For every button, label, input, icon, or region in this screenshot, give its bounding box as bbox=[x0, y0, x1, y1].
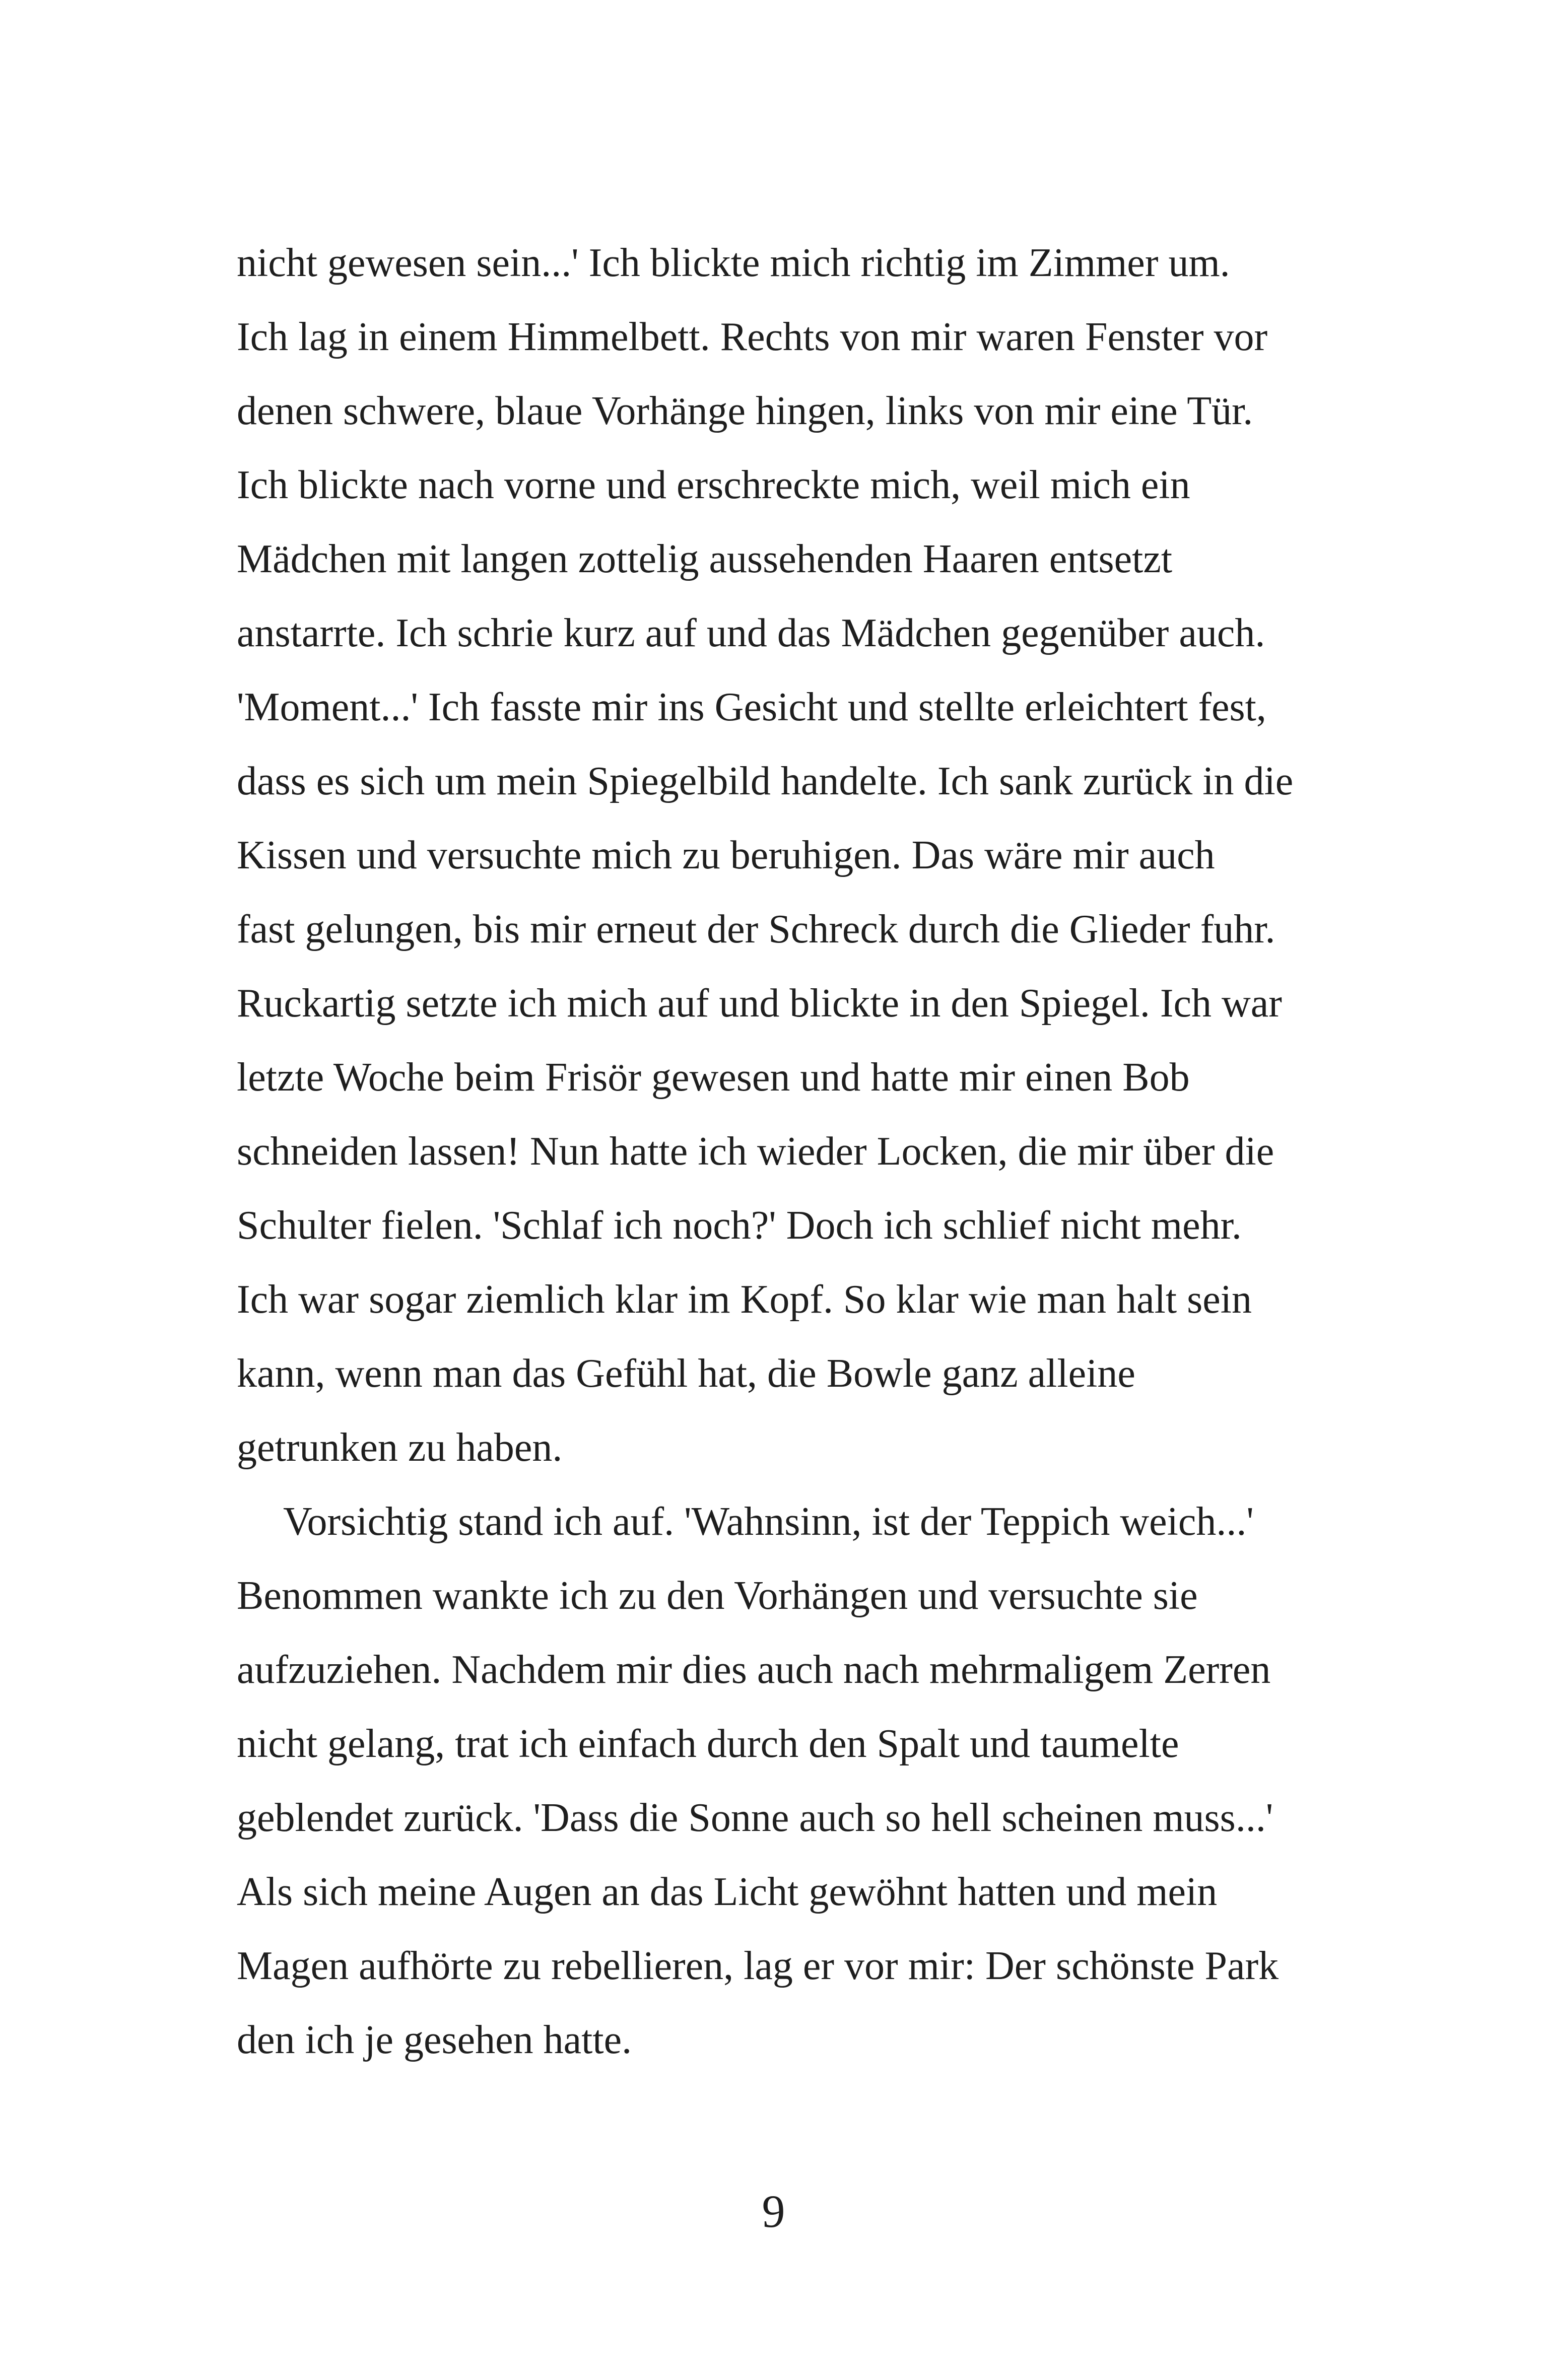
text-line: 'Moment...' Ich fasste mir ins Gesicht und stellte erleichtert fest, bbox=[237, 685, 1266, 729]
text-line: Ich lag in einem Himmelbett. Rechts von mir waren Fenster vor bbox=[237, 315, 1268, 359]
text-line: geblendet zurück. 'Dass die Sonne auch so hell scheinen muss...' bbox=[237, 1796, 1273, 1840]
text-line: Mädchen mit langen zottelig aussehenden Haaren entsetzt bbox=[237, 537, 1173, 581]
text-line: Vorsichtig stand ich auf. 'Wahnsinn, ist der Teppich weich...' bbox=[283, 1500, 1254, 1544]
text-line: Schulter fielen. 'Schlaf ich noch?' Doch ich schlief nicht mehr. bbox=[237, 1203, 1242, 1248]
text-line: Als sich meine Augen an das Licht gewöhnt hatten und mein bbox=[237, 1870, 1218, 1914]
text-line: letzte Woche beim Frisör gewesen und hatte mir einen Bob bbox=[237, 1055, 1190, 1100]
text-line: denen schwere, blaue Vorhänge hingen, links von mir eine Tür. bbox=[237, 389, 1253, 433]
text-line: aufzuziehen. Nachdem mir dies auch nach mehrmaligem Zerren bbox=[237, 1648, 1271, 1692]
text-line: Ruckartig setzte ich mich auf und blickte in den Spiegel. Ich war bbox=[237, 981, 1282, 1026]
text-line: schneiden lassen! Nun hatte ich wieder Locken, die mir über die bbox=[237, 1129, 1274, 1174]
text-line: dass es sich um mein Spiegelbild handelte. Ich sank zurück in die bbox=[237, 759, 1294, 803]
text-line: getrunken zu haben. bbox=[237, 1425, 563, 1470]
text-line: nicht gewesen sein...' Ich blickte mich richtig im Zimmer um. bbox=[237, 241, 1230, 285]
text-line: kann, wenn man das Gefühl hat, die Bowle ganz alleine bbox=[237, 1351, 1135, 1396]
text-line: Ich blickte nach vorne und erschreckte mich, weil mich ein bbox=[237, 463, 1190, 507]
text-line: Magen aufhörte zu rebellieren, lag er vor mir: Der schönste Park bbox=[237, 1944, 1279, 1988]
text-line: nicht gelang, trat ich einfach durch den Spalt und taumelte bbox=[237, 1722, 1179, 1766]
text-line: fast gelungen, bis mir erneut der Schreck durch die Glieder fuhr. bbox=[237, 907, 1275, 951]
text-line: Kissen und versuchte mich zu beruhigen. Das wäre mir auch bbox=[237, 833, 1215, 877]
page-number: 9 bbox=[762, 2186, 785, 2237]
text-line: Ich war sogar ziemlich klar im Kopf. So klar wie man halt sein bbox=[237, 1277, 1252, 1322]
paragraph-1 bbox=[237, 233, 1345, 1491]
body-text bbox=[237, 233, 1345, 2084]
text-line: anstarrte. Ich schrie kurz auf und das Mädchen gegenüber auch. bbox=[237, 611, 1265, 655]
text-line: Benommen wankte ich zu den Vorhängen und versuchte sie bbox=[237, 1574, 1198, 1618]
paragraph-2 bbox=[237, 1491, 1345, 2084]
text-line: den ich je gesehen hatte. bbox=[237, 2018, 632, 2062]
